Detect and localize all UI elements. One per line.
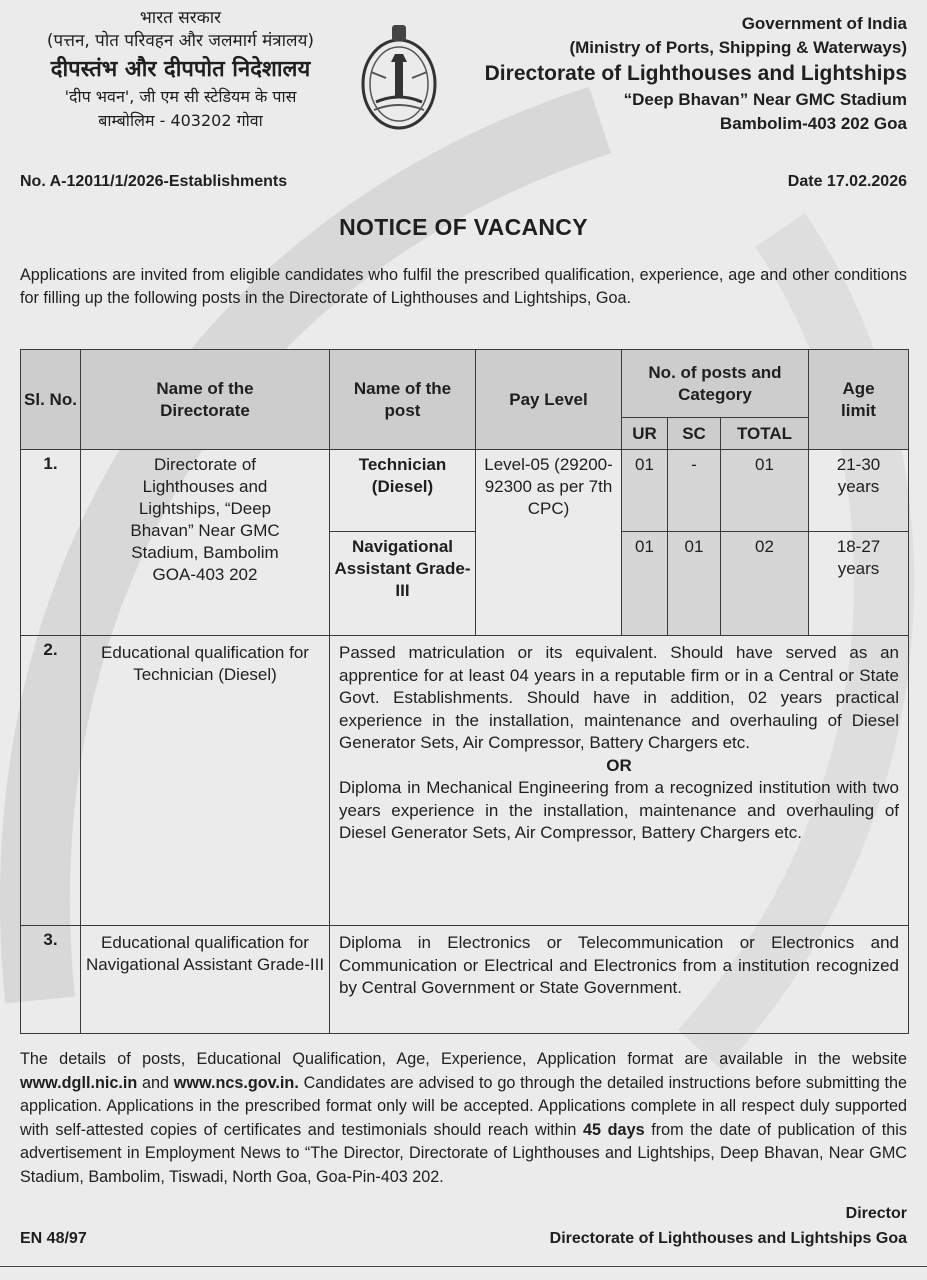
tech-qualification-para2: Diploma in Mechanical Engineering from a recognized institution with two years experience in the installation, maintenance and overhauling of Diesel Generator Sets, Air Compressor, Battery Chargers etc. [339,778,899,842]
table-header-row [21,350,909,418]
header-directorate [81,350,330,450]
vacancy-table [20,349,909,1034]
header-post-text: Name of the post [353,378,452,420]
tech-ur-count: 01 [622,450,668,532]
page-title: NOTICE OF VACANCY [339,214,588,240]
lighthouse-emblem-icon [356,22,442,134]
post-name-nav-assistant: Navigational Assistant Grade-III [330,532,476,636]
hindi-pin-line: बाम्बोलिम - 403202 गोवा [98,111,263,130]
reference-row [20,173,907,191]
nav-qualification: Diploma in Electronics or Telecommunication or Electronics and Communication or Electrical and Electronics from a institution recognized by Central Government or State Government. [330,926,909,1034]
tech-age-limit [809,450,909,532]
row1-sl-no: 1. [21,450,81,636]
row3-label: Educational qualification for Navigational Assistant Grade-III [81,926,330,1034]
govt-line: Government of India [741,14,907,33]
header-post [330,350,476,450]
footer-text-4: from the date of publication of this advertisement in Employment News to “The Director, Directorate of Lighthouses and Lightships, Deep Bhavan, Near GMC Stadium, Bambolim, Tiswadi, North Goa, Goa-Pin-403 202. [20,1120,907,1186]
header-age-limit-text: Age limit [841,378,876,420]
hindi-header [8,8,353,131]
footer-text-2: and [137,1073,174,1092]
header-ur: UR [622,418,668,450]
en-code: EN 48/97 [20,1230,87,1247]
nav-total-count: 02 [721,532,809,636]
tech-qualification-para1: Passed matriculation or its equivalent. Should have served as an apprentice for at least 04 years in a reputable firm or in a Central or State Govt. Establishments. Should have in addition, 02 years practical experience in the installation, maintenance and overhauling of Diesel Generator Sets, Air Compressor, Battery Chargers etc. [339,643,899,752]
ministry-line: (Ministry of Ports, Shipping & Waterways) [569,38,907,57]
website-link-ncs[interactable]: www.ncs.gov.in. [173,1073,299,1092]
tech-total-count: 01 [721,450,809,532]
row3-sl-no: 3. [21,926,81,1034]
or-separator: OR [606,755,632,775]
table-row [21,636,909,926]
nav-ur-count: 01 [622,532,668,636]
nav-age-limit [809,532,909,636]
signature-row [20,1205,907,1223]
header-pay-level: Pay Level [476,350,622,450]
table-row [21,926,909,1034]
footer-text-1: The details of posts, Educational Qualification, Age, Experience, Application format are available in the website [20,1050,907,1068]
signatory-designation: Director [845,1205,907,1222]
table-row [21,450,909,532]
row2-label: Educational qualification for Technician (Diesel) [81,636,330,926]
intro-paragraph: Applications are invited from eligible candidates who fulfil the prescribed qualification, experience, age and other conditions for filling up the following posts in the Directorate of Lighthouses and Lightships, Goa. [20,266,907,307]
signatory-organisation: Directorate of Lighthouses and Lightships Goa [549,1230,907,1247]
nav-age-limit-text: 18-27 years [836,537,881,578]
row1-directorate [81,450,330,636]
hindi-address-line: 'दीप भवन', जी एम सी स्टेडियम के पास [64,87,297,106]
header-posts-category-text: No. of posts and Category [648,362,782,404]
en-row [20,1230,907,1248]
row2-sl-no: 2. [21,636,81,926]
hindi-directorate-line: दीपस्तंभ और दीपपोत निदेशालय [50,56,311,82]
header-total: TOTAL [721,418,809,450]
deadline-days: 45 days [583,1120,645,1139]
bottom-rule [0,1266,927,1267]
header-sc: SC [668,418,721,450]
row1-pay-level: Level-05 (29200-92300 as per 7th CPC) [476,450,622,636]
header-directorate-text: Name of the Directorate [156,378,254,420]
tech-age-limit-text: 21-30 years [836,455,881,496]
english-header [437,12,907,136]
hindi-ministry-line: (पत्तन, पोत परिवहन और जलमार्ग मंत्रालय) [46,31,315,52]
notice-date: Date 17.02.2026 [787,173,907,190]
header-age-limit [809,350,909,450]
website-link-dgll[interactable]: www.dgll.nic.in [20,1073,138,1092]
directorate-line: Directorate of Lighthouses and Lightships [484,62,907,85]
footer-text-3: Candidates are advised to go through the detailed instructions before submitting the application. Applications in the prescribed format only will be accepted. Applications complete in all respect duly supported with self-attested copies of certificates and testimonials should reach within [20,1073,907,1139]
header-sl-no: Sl. No. [21,350,81,450]
row1-directorate-text: Directorate of Lighthouses and Lightships, “Deep Bhavan” Near GMC Stadium, Bambolim GOA-403 202 [130,455,280,584]
hindi-govt-line: भारत सरकार [139,8,222,28]
tech-sc-count: - [668,450,721,532]
reference-number: No. A-12011/1/2026-Establishments [20,173,288,190]
row2-qualification [330,636,909,926]
nav-sc-count: 01 [668,532,721,636]
post-name-technician: Technician (Diesel) [330,450,476,532]
footer-paragraph [20,1048,907,1190]
header-posts-category [622,350,809,418]
pin-line: Bambolim-403 202 Goa [719,114,907,133]
address-line: “Deep Bhavan” Near GMC Stadium [623,90,907,109]
